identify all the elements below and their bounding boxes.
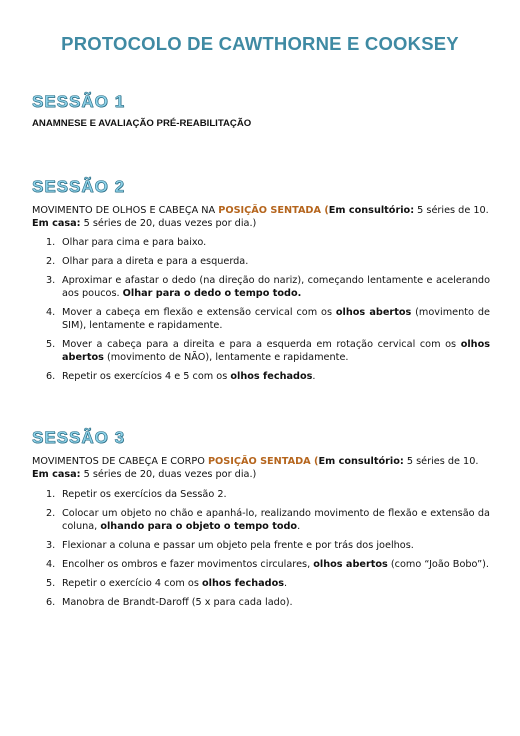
item-number: 4. <box>46 307 56 318</box>
item-number: 2. <box>46 508 56 519</box>
consult-label: Em consultório: <box>328 205 415 216</box>
home-label: Em casa: <box>32 469 81 480</box>
item-text-bold: Olhar para o dedo o tempo todo. <box>122 288 302 299</box>
item-text: . <box>312 371 316 382</box>
session-3-heading: SESSÃO 3 <box>32 428 126 447</box>
list-item <box>32 539 490 552</box>
page-title: PROTOCOLO DE CAWTHORNE E COOKSEY <box>61 33 459 54</box>
item-text: (movimento de SIM), lentamente e rapidamente. <box>62 307 490 331</box>
session-1-heading: SESSÃO 1 <box>32 92 126 111</box>
intro-paren: ( <box>310 456 319 467</box>
item-text: (como “João Bobo”). <box>387 559 489 570</box>
item-text-bold: olhos fechados <box>202 578 284 589</box>
intro-paren: ( <box>320 205 329 216</box>
item-number: 4. <box>46 559 56 570</box>
item-number: 5. <box>46 578 56 589</box>
list-item <box>32 558 490 571</box>
item-text: Repetir os exercícios 4 e 5 com os <box>62 371 231 382</box>
list-item <box>32 488 490 501</box>
list-item <box>32 577 490 590</box>
list-item <box>32 306 490 332</box>
item-text: Repetir o exercício 4 com os <box>62 578 202 589</box>
item-text: Aproximar e afastar o dedo (na direção do nariz), começando lentamente e acelerando aos poucos. <box>62 275 490 299</box>
list-item <box>32 338 490 364</box>
item-number: 6. <box>46 597 56 608</box>
item-text: (movimento de NÃO), lentamente e rapidamente. <box>103 352 349 363</box>
home-label: Em casa: <box>32 218 81 229</box>
session-1-subtitle: ANAMNESE E AVALIAÇÃO PRÉ-REABILITAÇÃO <box>32 118 252 129</box>
consult-text: 5 séries de 10. <box>403 456 479 467</box>
list-item <box>32 596 490 609</box>
position-highlight: POSIÇÃO SENTADA <box>207 456 311 467</box>
home-text: 5 séries de 20, duas vezes por dia.) <box>80 218 257 229</box>
item-number: 1. <box>46 489 56 500</box>
item-text: Olhar para cima e para baixo. <box>62 237 207 248</box>
item-text: . <box>283 578 288 589</box>
item-text: Encolher os ombros e fazer movimentos circulares, <box>62 559 314 570</box>
session-3-list <box>32 488 490 615</box>
item-number: 6. <box>46 371 56 382</box>
session-2-heading: SESSÃO 2 <box>32 177 126 196</box>
session-3-intro <box>32 455 490 481</box>
intro-text: MOVIMENTOS DE CABEÇA E CORPO <box>32 456 208 467</box>
item-text: Colocar um objeto no chão e apanhá-lo, realizando movimento de flexão e extensão da coluna, <box>62 508 490 532</box>
intro-text: MOVIMENTO DE OLHOS E CABEÇA NA <box>32 205 219 216</box>
list-item <box>32 236 490 249</box>
item-number: 3. <box>46 540 56 551</box>
item-text: Olhar para a direta e para a esquerda. <box>62 256 249 267</box>
item-text-bold: olhos abertos <box>62 339 490 363</box>
item-text: . <box>297 521 301 532</box>
item-text: Mover a cabeça para a direita e para a esquerda em rotação cervical com os <box>62 339 461 350</box>
item-text-bold: olhando para o objeto o tempo todo <box>100 521 298 532</box>
item-number: 3. <box>46 275 56 286</box>
list-item <box>32 370 490 383</box>
item-text: Manobra de Brandt-Daroff (5 x para cada lado). <box>62 597 293 608</box>
item-text-bold: olhos abertos <box>335 307 412 318</box>
home-text: 5 séries de 20, duas vezes por dia.) <box>80 469 257 480</box>
item-text-bold: olhos abertos <box>313 559 388 570</box>
list-item <box>32 255 490 268</box>
item-text: Mover a cabeça em flexão e extensão cervical com os <box>62 307 336 318</box>
consult-label: Em consultório: <box>318 456 404 467</box>
list-item <box>32 274 490 300</box>
session-2-list <box>32 236 490 389</box>
session-2-intro <box>32 204 490 230</box>
item-number: 1. <box>46 237 56 248</box>
item-text: Repetir os exercícios da Sessão 2. <box>62 489 227 500</box>
item-text: Flexionar a coluna e passar um objeto pela frente e por trás dos joelhos. <box>62 540 414 551</box>
position-highlight: POSIÇÃO SENTADA <box>218 205 321 216</box>
list-item <box>32 507 490 533</box>
item-number: 5. <box>46 339 56 350</box>
consult-text: 5 séries de 10. <box>414 205 489 216</box>
item-number: 2. <box>46 256 56 267</box>
item-text-bold: olhos fechados <box>230 371 313 382</box>
